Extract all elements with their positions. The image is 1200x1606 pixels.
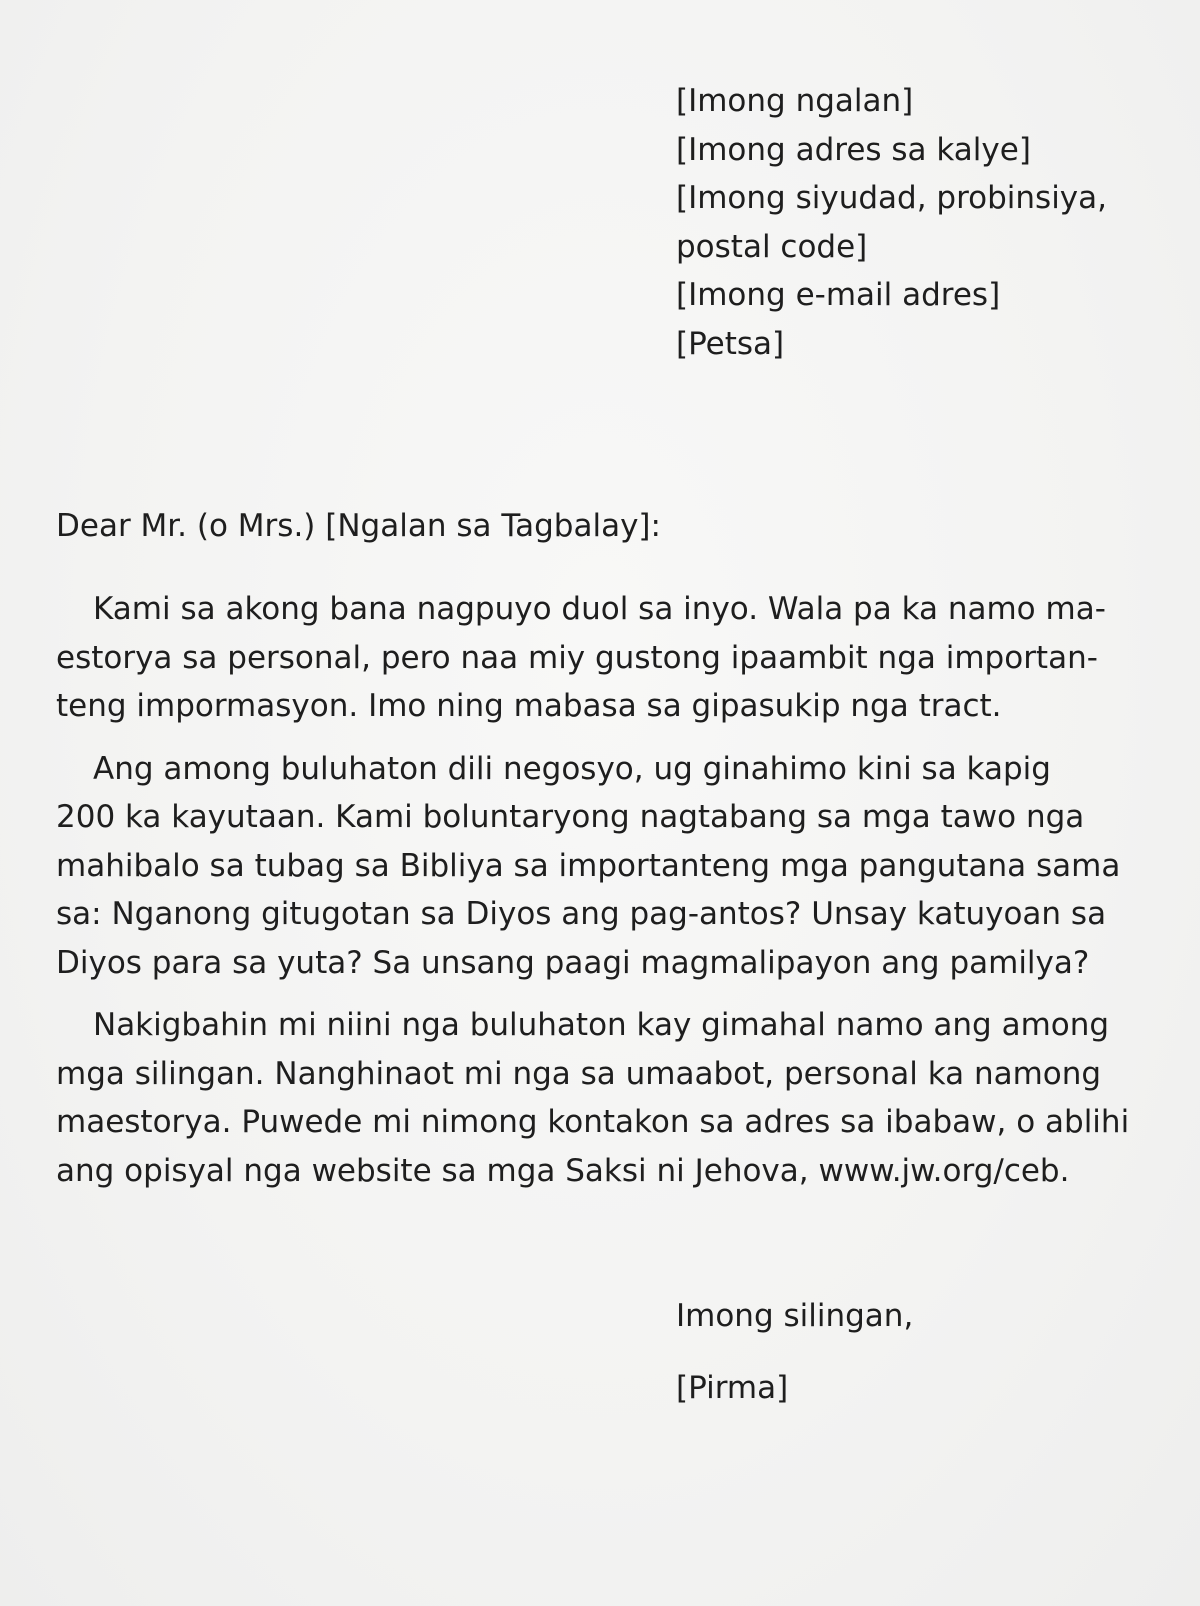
- body-line: maestorya. Puwede mi nimong kontakon sa adres sa ibabaw, o ablihi: [56, 1104, 1130, 1140]
- body-line: mga silingan. Nanghinaot mi nga sa umaabot, personal ka namong: [56, 1055, 1102, 1092]
- body-line: Ang among buluhaton dili negosyo, ug ginahimo kini sa kapig: [93, 750, 1051, 787]
- sender-email: [Imong e-mail adres]: [676, 277, 1001, 313]
- sender-city-line-1: [Imong siyudad, probinsiya,: [676, 180, 1108, 216]
- letter-date: [Petsa]: [676, 325, 785, 362]
- body-line: 200 ka kayutaan. Kami boluntaryong nagtabang sa mga tawo nga: [56, 799, 1085, 835]
- body-line: mahibalo sa tubag sa Bibliya sa importanteng mga pangutana sama: [56, 847, 1121, 884]
- body-line: Diyos para sa yuta? Sa unsang paagi magmalipayon ang pamilya?: [56, 944, 1090, 981]
- body-line: estorya sa personal, pero naa miy gustong ipaambit nga importan-: [56, 639, 1098, 676]
- body-line: sa: Nganong gitugotan sa Diyos ang pag-antos? Unsay katuyoan sa: [56, 896, 1107, 932]
- sender-name: [Imong ngalan]: [676, 83, 914, 119]
- sender-city-line-2: postal code]: [676, 228, 868, 265]
- sender-street: [Imong adres sa kalye]: [676, 131, 1031, 168]
- body-paragraph-2: [56, 745, 1136, 988]
- sender-address-block: [676, 77, 1176, 368]
- body-line: ang opisyal nga website sa mga Saksi ni Jehova, www.jw.org/ceb.: [56, 1152, 1070, 1189]
- body-paragraph-1: [56, 585, 1136, 731]
- letter-body: [56, 585, 1136, 1209]
- signature-placeholder: [Pirma]: [676, 1370, 789, 1406]
- body-paragraph-3: [56, 1001, 1136, 1195]
- body-line: Kami sa akong bana nagpuyo duol sa inyo. Wala pa ka namo ma-: [93, 591, 1106, 627]
- body-line: Nakigbahin mi niini nga buluhaton kay gimahal namo ang among: [93, 1007, 1110, 1043]
- body-line: teng impormasyon. Imo ning mabasa sa gipasukip nga tract.: [56, 688, 1002, 724]
- salutation: Dear Mr. (o Mrs.) [Ngalan sa Tagbalay]:: [56, 508, 661, 544]
- closing: Imong silingan,: [676, 1298, 914, 1334]
